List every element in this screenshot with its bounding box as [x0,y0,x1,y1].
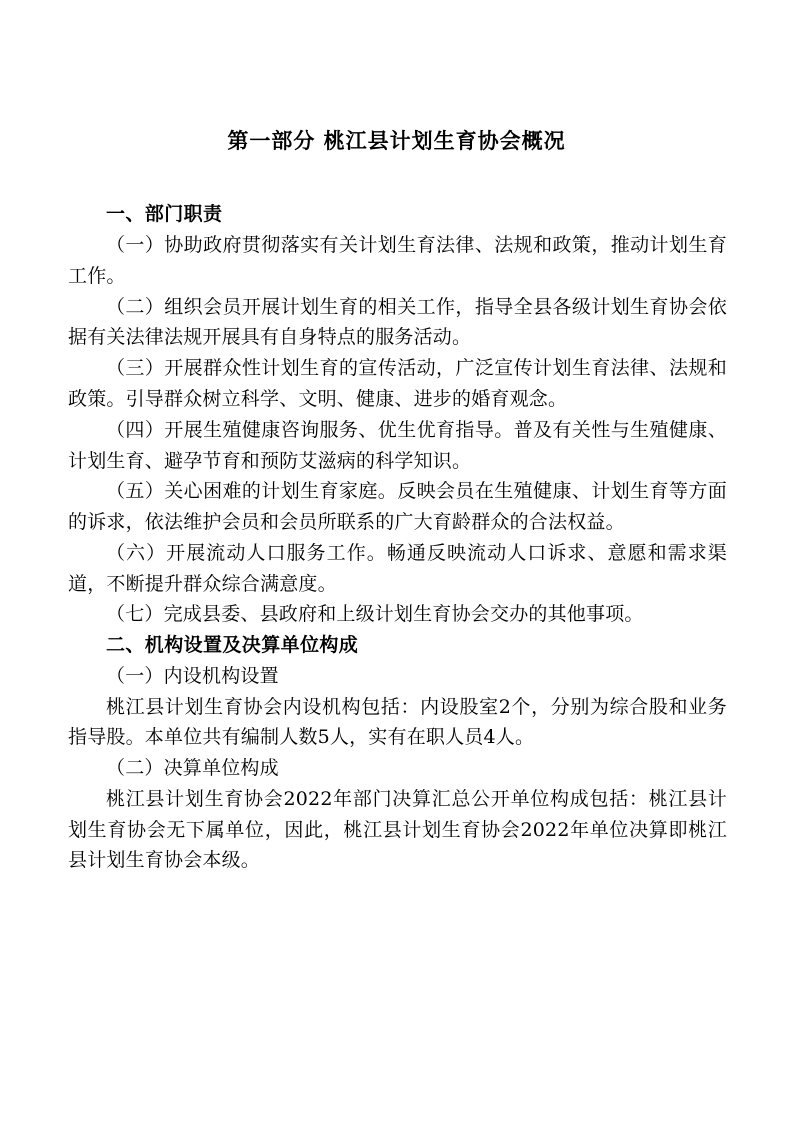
page-title: 第一部分 桃江县计划生育协会概况 [227,128,566,153]
section-heading: 二、机构设置及决算单位构成 [106,634,359,657]
paragraph: 桃江县计划生育协会2022年部门决算汇总公开单位构成包括：桃江县计划生育协会无下属单位，因此，桃江县计划生育协会2022年单位决算即桃江县计划生育协会本级。 [68,787,727,872]
paragraph: 桃江县计划生育协会内设机构包括：内设股室2个，分别为综合股和业务指导股。本单位共有编制人数5人，实有在职人员4人。 [68,695,727,749]
section-heading: 一、部门职责 [106,203,223,226]
paragraph: （四）开展生殖健康咨询服务、优生优育指导。普及有关性与生殖健康、计划生育、避孕节育和预防艾滋病的科学知识。 [68,418,727,472]
paragraph: （一）内设机构设置 [106,664,279,687]
paragraph: （五）关心困难的计划生育家庭。反映会员在生殖健康、计划生育等方面的诉求，依法维护会员和会员所联系的广大育龄群众的合法权益。 [68,480,727,534]
paragraph: （六）开展流动人口服务工作。畅通反映流动人口诉求、意愿和需求渠道，不断提升群众综合满意度。 [68,541,727,595]
document-body [0,199,793,876]
paragraph: （二）决算单位构成 [106,757,279,780]
paragraph: （二）组织会员开展计划生育的相关工作，指导全县各级计划生育协会依据有关法律法规开展具有自身特点的服务活动。 [68,295,727,349]
paragraph: （七）完成县委、县政府和上级计划生育协会交办的其他事项。 [106,603,644,626]
paragraph: （三）开展群众性计划生育的宣传活动，广泛宣传计划生育法律、法规和政策。引导群众树立科学、文明、健康、进步的婚育观念。 [68,357,727,410]
paragraph: （一）协助政府贯彻落实有关计划生育法律、法规和政策，推动计划生育工作。 [68,234,727,287]
